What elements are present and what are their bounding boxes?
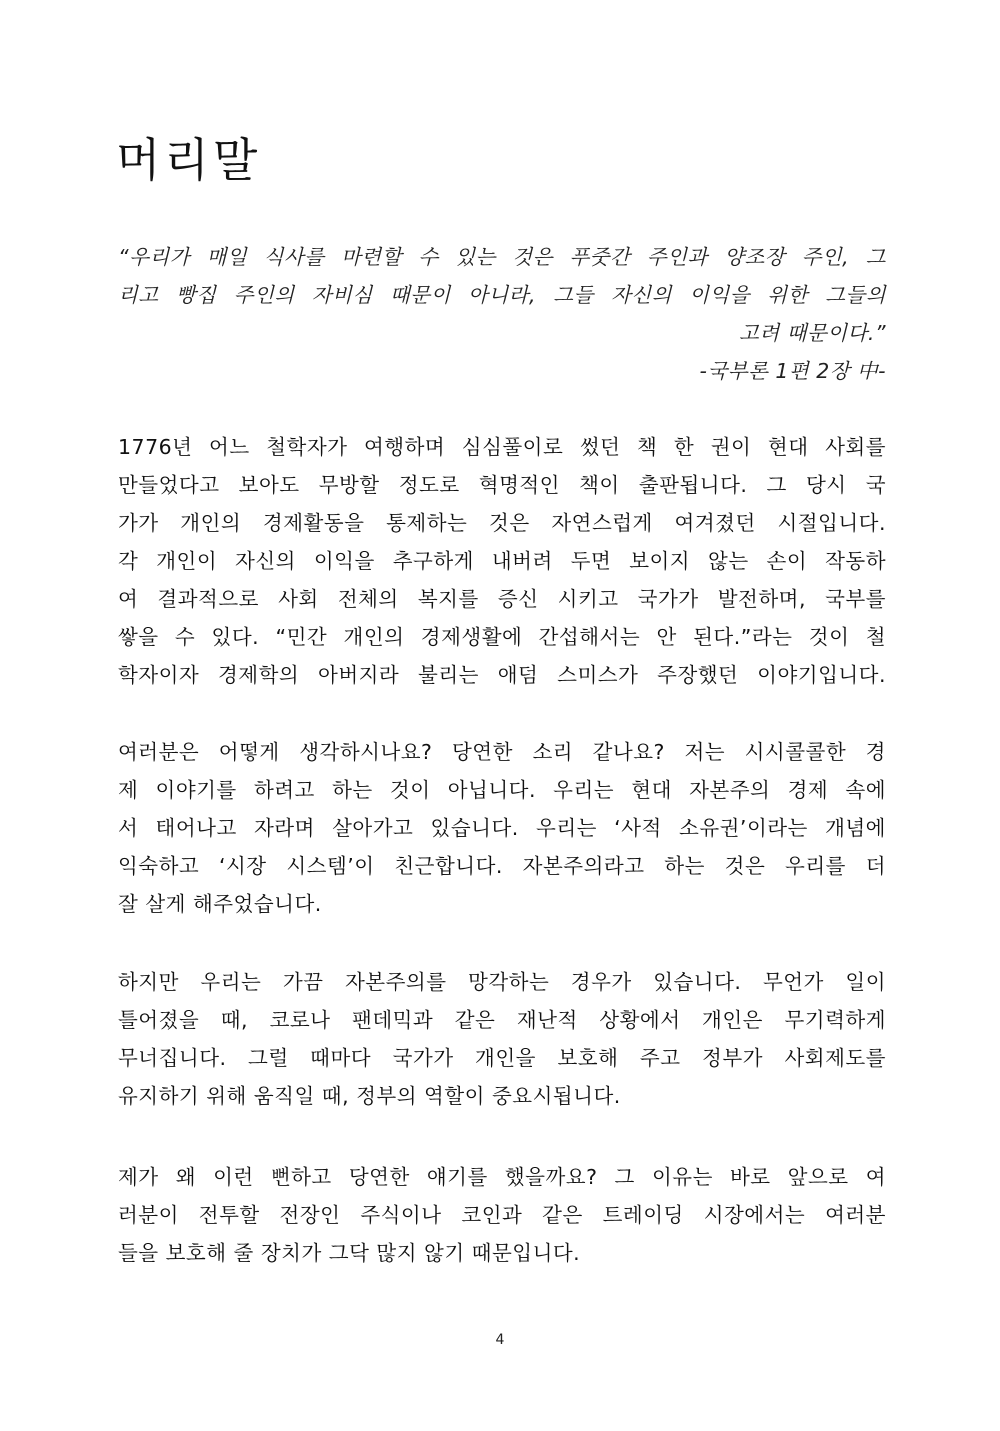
paragraph-line: 쌓을 수 있다. “민간 개인의 경제생활에 간섭해서는 안 된다.”라는 것이 철 xyxy=(118,625,886,649)
paragraph-line: 제 이야기를 하려고 하는 것이 아닙니다. 우리는 현대 자본주의 경제 속에 xyxy=(118,778,886,802)
paragraph-line: 들을 보호해 줄 장치가 그닥 많지 않기 때문입니다. xyxy=(118,1241,581,1265)
paragraph-line: 1776년 어느 철학자가 여행하며 심심풀이로 썼던 책 한 권이 현대 사회를 xyxy=(118,435,886,459)
paragraph-line: 잘 살게 해주었습니다. xyxy=(118,892,322,916)
epigraph-line: 고려 때문이다.” xyxy=(739,321,886,345)
paragraph-line: 무너집니다. 그럴 때마다 국가가 개인을 보호해 주고 정부가 사회제도를 xyxy=(118,1046,886,1070)
paragraph-line: 각 개인이 자신의 이익을 추구하게 내버려 두면 보이지 않는 손이 작동하 xyxy=(118,549,886,573)
paragraph-line: 여 결과적으로 사회 전체의 복지를 증신 시키고 국가가 발전하며, 국부를 xyxy=(118,587,886,611)
paragraph-line: 학자이자 경제학의 아버지라 불리는 애덤 스미스가 주장했던 이야기입니다. xyxy=(118,663,886,687)
paragraph-line: 유지하기 위해 움직일 때, 정부의 역할이 중요시됩니다. xyxy=(118,1084,621,1108)
paragraph-line: 틀어졌을 때, 코로나 팬데믹과 같은 재난적 상황에서 개인은 무기력하게 xyxy=(118,1008,886,1032)
paragraph-line: 익숙하고 ‘시장 시스템’이 친근합니다. 자본주의라고 하는 것은 우리를 더 xyxy=(118,854,886,878)
page-number: 4 xyxy=(495,1332,505,1348)
epigraph-source: -국부론 1편 2장 中- xyxy=(699,359,886,383)
paragraph-line: 만들었다고 보아도 무방할 정도로 혁명적인 책이 출판됩니다. 그 당시 국 xyxy=(118,473,886,497)
paragraph-line: 여러분은 어떻게 생각하시나요? 당연한 소리 같나요? 저는 시시콜콜한 경 xyxy=(118,740,886,764)
paragraph-line: 가가 개인의 경제활동을 통제하는 것은 자연스럽게 여겨졌던 시절입니다. xyxy=(118,511,886,535)
paragraph-line: 제가 왜 이런 뻔하고 당연한 얘기를 했을까요? 그 이유는 바로 앞으로 여 xyxy=(118,1165,886,1189)
paragraph-line: 러분이 전투할 전장인 주식이나 코인과 같은 트레이딩 시장에서는 여러분 xyxy=(118,1203,886,1227)
paragraph-line: 하지만 우리는 가끔 자본주의를 망각하는 경우가 있습니다. 무언가 일이 xyxy=(118,970,886,994)
paragraph-line: 서 태어나고 자라며 살아가고 있습니다. 우리는 ‘사적 소유권’이라는 개념에 xyxy=(118,816,886,840)
page-title: 머리말 xyxy=(116,133,262,187)
epigraph-line: 리고 빵집 주인의 자비심 때문이 아니라, 그들 자신의 이익을 위한 그들의 xyxy=(118,283,886,307)
epigraph-line: “우리가 매일 식사를 마련할 수 있는 것은 푸줏간 주인과 양조장 주인, 그 xyxy=(118,245,886,269)
